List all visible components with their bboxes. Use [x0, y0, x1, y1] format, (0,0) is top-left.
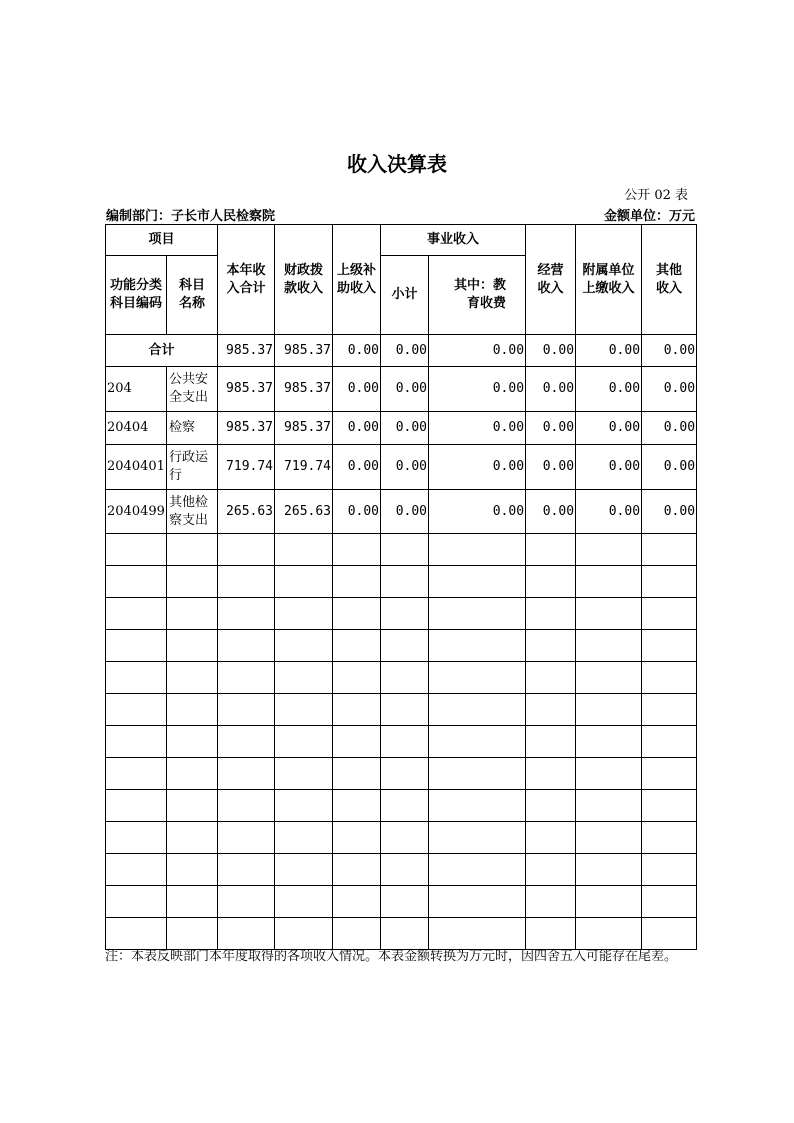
empty-cell [576, 694, 642, 726]
empty-cell [167, 694, 218, 726]
empty-cell [381, 854, 429, 886]
empty-cell [106, 758, 167, 790]
empty-cell [106, 822, 167, 854]
row-code: 20404 [106, 412, 167, 445]
empty-cell [275, 694, 333, 726]
row-value: 0.00 [526, 490, 576, 534]
header-other: 其他收入 [642, 225, 697, 335]
row-value: 0.00 [381, 445, 429, 490]
header-operating: 经营收入 [526, 225, 576, 335]
empty-cell [642, 662, 697, 694]
empty-cell [576, 630, 642, 662]
empty-cell [381, 662, 429, 694]
empty-cell [275, 726, 333, 758]
empty-row [106, 758, 697, 790]
row-value: 719.74 [275, 445, 333, 490]
row-value: 0.00 [526, 445, 576, 490]
row-value: 0.00 [333, 490, 381, 534]
row-code: 204 [106, 367, 167, 412]
empty-cell [333, 822, 381, 854]
empty-cell [526, 662, 576, 694]
empty-cell [576, 886, 642, 918]
table-row [106, 490, 697, 534]
total-value: 0.00 [381, 335, 429, 367]
header-item: 项目 [106, 225, 218, 256]
header-superior-subsidy: 上级补助收入 [333, 225, 381, 335]
empty-cell [275, 534, 333, 566]
form-number: 公开 02 表 [624, 188, 688, 203]
total-value: 0.00 [429, 335, 526, 367]
row-code: 2040499 [106, 490, 167, 534]
row-value: 0.00 [429, 490, 526, 534]
empty-cell [106, 886, 167, 918]
empty-cell [642, 854, 697, 886]
empty-cell [381, 918, 429, 950]
empty-cell [333, 566, 381, 598]
row-value: 0.00 [576, 445, 642, 490]
table-row [106, 445, 697, 490]
empty-cell [218, 790, 275, 822]
row-value: 0.00 [642, 367, 697, 412]
row-value: 265.63 [218, 490, 275, 534]
empty-cell [218, 534, 275, 566]
empty-row [106, 662, 697, 694]
row-value: 0.00 [576, 367, 642, 412]
row-value: 0.00 [381, 367, 429, 412]
empty-cell [642, 886, 697, 918]
row-value: 0.00 [381, 490, 429, 534]
empty-cell [429, 598, 526, 630]
empty-cell [218, 758, 275, 790]
empty-cell [576, 918, 642, 950]
row-value: 0.00 [642, 412, 697, 445]
empty-cell [429, 822, 526, 854]
empty-cell [642, 534, 697, 566]
empty-rows [106, 534, 697, 950]
row-value: 0.00 [429, 445, 526, 490]
empty-cell [275, 822, 333, 854]
empty-row [106, 886, 697, 918]
row-value: 0.00 [642, 445, 697, 490]
income-table [105, 224, 697, 950]
empty-cell [642, 598, 697, 630]
row-name: 公共安全支出 [167, 367, 218, 412]
empty-cell [106, 918, 167, 950]
empty-cell [429, 790, 526, 822]
empty-row [106, 694, 697, 726]
empty-cell [381, 758, 429, 790]
empty-cell [167, 886, 218, 918]
empty-cell [576, 854, 642, 886]
total-value: 0.00 [526, 335, 576, 367]
row-value: 0.00 [429, 412, 526, 445]
empty-cell [167, 566, 218, 598]
empty-cell [381, 726, 429, 758]
empty-cell [642, 726, 697, 758]
empty-row [106, 918, 697, 950]
empty-cell [167, 758, 218, 790]
empty-cell [381, 566, 429, 598]
empty-cell [167, 790, 218, 822]
empty-cell [218, 694, 275, 726]
empty-cell [381, 694, 429, 726]
row-value: 0.00 [429, 367, 526, 412]
empty-cell [429, 918, 526, 950]
row-value: 985.37 [275, 367, 333, 412]
header-affiliated: 附属单位上缴收入 [576, 225, 642, 335]
unit-label: 金额单位：万元 [603, 209, 695, 224]
empty-cell [333, 630, 381, 662]
empty-cell [333, 886, 381, 918]
empty-cell [333, 758, 381, 790]
empty-cell [275, 630, 333, 662]
header-total-income: 本年收入合计 [218, 225, 275, 335]
empty-cell [526, 790, 576, 822]
empty-cell [106, 662, 167, 694]
row-name: 其他检察支出 [167, 490, 218, 534]
empty-cell [167, 822, 218, 854]
empty-cell [333, 694, 381, 726]
empty-cell [642, 630, 697, 662]
total-value: 985.37 [275, 335, 333, 367]
row-value: 0.00 [642, 490, 697, 534]
header-func-code: 功能分类科目编码 [106, 256, 167, 335]
empty-cell [218, 854, 275, 886]
empty-row [106, 598, 697, 630]
empty-cell [106, 566, 167, 598]
total-value: 0.00 [576, 335, 642, 367]
table-row [106, 412, 697, 445]
empty-cell [576, 758, 642, 790]
total-label: 合计 [106, 335, 218, 367]
row-code: 2040401 [106, 445, 167, 490]
empty-cell [106, 854, 167, 886]
total-value: 0.00 [333, 335, 381, 367]
header-fiscal: 财政拨款收入 [275, 225, 333, 335]
empty-cell [429, 630, 526, 662]
row-name: 行政运行 [167, 445, 218, 490]
empty-cell [526, 534, 576, 566]
empty-cell [167, 598, 218, 630]
empty-row [106, 630, 697, 662]
row-value: 0.00 [576, 412, 642, 445]
empty-cell [576, 534, 642, 566]
row-value: 0.00 [333, 445, 381, 490]
empty-cell [275, 758, 333, 790]
empty-cell [167, 534, 218, 566]
empty-cell [218, 918, 275, 950]
total-row [106, 335, 697, 367]
empty-cell [526, 758, 576, 790]
total-value: 0.00 [642, 335, 697, 367]
empty-cell [526, 918, 576, 950]
total-value: 985.37 [218, 335, 275, 367]
empty-cell [333, 598, 381, 630]
empty-cell [576, 790, 642, 822]
header-subtotal: 小计 [381, 256, 429, 335]
empty-cell [275, 566, 333, 598]
empty-cell [576, 566, 642, 598]
row-value: 985.37 [275, 412, 333, 445]
empty-cell [333, 918, 381, 950]
empty-cell [218, 662, 275, 694]
empty-cell [576, 598, 642, 630]
row-value: 985.37 [218, 412, 275, 445]
empty-cell [218, 726, 275, 758]
empty-cell [167, 726, 218, 758]
empty-cell [275, 598, 333, 630]
empty-cell [642, 758, 697, 790]
empty-cell [381, 822, 429, 854]
empty-cell [526, 598, 576, 630]
empty-cell [429, 726, 526, 758]
empty-cell [642, 566, 697, 598]
empty-cell [381, 886, 429, 918]
empty-cell [429, 662, 526, 694]
department-label: 编制部门：子长市人民检察院 [106, 209, 276, 224]
empty-cell [381, 534, 429, 566]
page-title: 收入决算表 [347, 152, 447, 176]
empty-cell [333, 854, 381, 886]
footnote: 注：本表反映部门本年度取得的各项收入情况。本表金额转换为万元时，因四舍五入可能存在尾差。 [105, 949, 678, 964]
empty-cell [106, 694, 167, 726]
empty-row [106, 854, 697, 886]
row-value: 985.37 [218, 367, 275, 412]
empty-cell [218, 822, 275, 854]
empty-row [106, 726, 697, 758]
row-value: 0.00 [526, 412, 576, 445]
empty-cell [218, 598, 275, 630]
empty-cell [526, 854, 576, 886]
empty-cell [576, 662, 642, 694]
empty-cell [275, 886, 333, 918]
empty-cell [526, 886, 576, 918]
table-row [106, 367, 697, 412]
empty-cell [381, 598, 429, 630]
row-name: 检察 [167, 412, 218, 445]
empty-cell [642, 790, 697, 822]
header-edu-fee: 其中：教育收费 [429, 256, 526, 335]
empty-cell [106, 598, 167, 630]
row-value: 0.00 [333, 412, 381, 445]
empty-cell [526, 566, 576, 598]
empty-cell [167, 662, 218, 694]
row-value: 0.00 [333, 367, 381, 412]
empty-cell [429, 886, 526, 918]
empty-cell [106, 534, 167, 566]
empty-cell [167, 918, 218, 950]
empty-cell [642, 694, 697, 726]
empty-cell [429, 534, 526, 566]
empty-row [106, 534, 697, 566]
empty-cell [218, 630, 275, 662]
empty-cell [381, 790, 429, 822]
row-value: 265.63 [275, 490, 333, 534]
empty-cell [333, 662, 381, 694]
row-value: 0.00 [526, 367, 576, 412]
empty-cell [333, 534, 381, 566]
empty-cell [275, 854, 333, 886]
header-subject-name: 科目名称 [167, 256, 218, 335]
empty-cell [275, 918, 333, 950]
empty-cell [275, 790, 333, 822]
empty-cell [167, 630, 218, 662]
row-value: 719.74 [218, 445, 275, 490]
empty-cell [526, 822, 576, 854]
empty-cell [106, 790, 167, 822]
empty-cell [106, 630, 167, 662]
empty-row [106, 822, 697, 854]
empty-cell [167, 854, 218, 886]
empty-cell [576, 726, 642, 758]
row-value: 0.00 [381, 412, 429, 445]
empty-row [106, 566, 697, 598]
empty-cell [381, 630, 429, 662]
empty-row [106, 790, 697, 822]
empty-cell [429, 854, 526, 886]
empty-cell [218, 886, 275, 918]
empty-cell [218, 566, 275, 598]
empty-cell [429, 566, 526, 598]
empty-cell [333, 726, 381, 758]
empty-cell [526, 694, 576, 726]
header-career: 事业收入 [381, 225, 526, 256]
empty-cell [106, 726, 167, 758]
empty-cell [576, 822, 642, 854]
row-value: 0.00 [576, 490, 642, 534]
empty-cell [333, 790, 381, 822]
empty-cell [642, 822, 697, 854]
empty-cell [526, 630, 576, 662]
empty-cell [429, 758, 526, 790]
empty-cell [275, 662, 333, 694]
empty-cell [429, 694, 526, 726]
empty-cell [642, 918, 697, 950]
empty-cell [526, 726, 576, 758]
